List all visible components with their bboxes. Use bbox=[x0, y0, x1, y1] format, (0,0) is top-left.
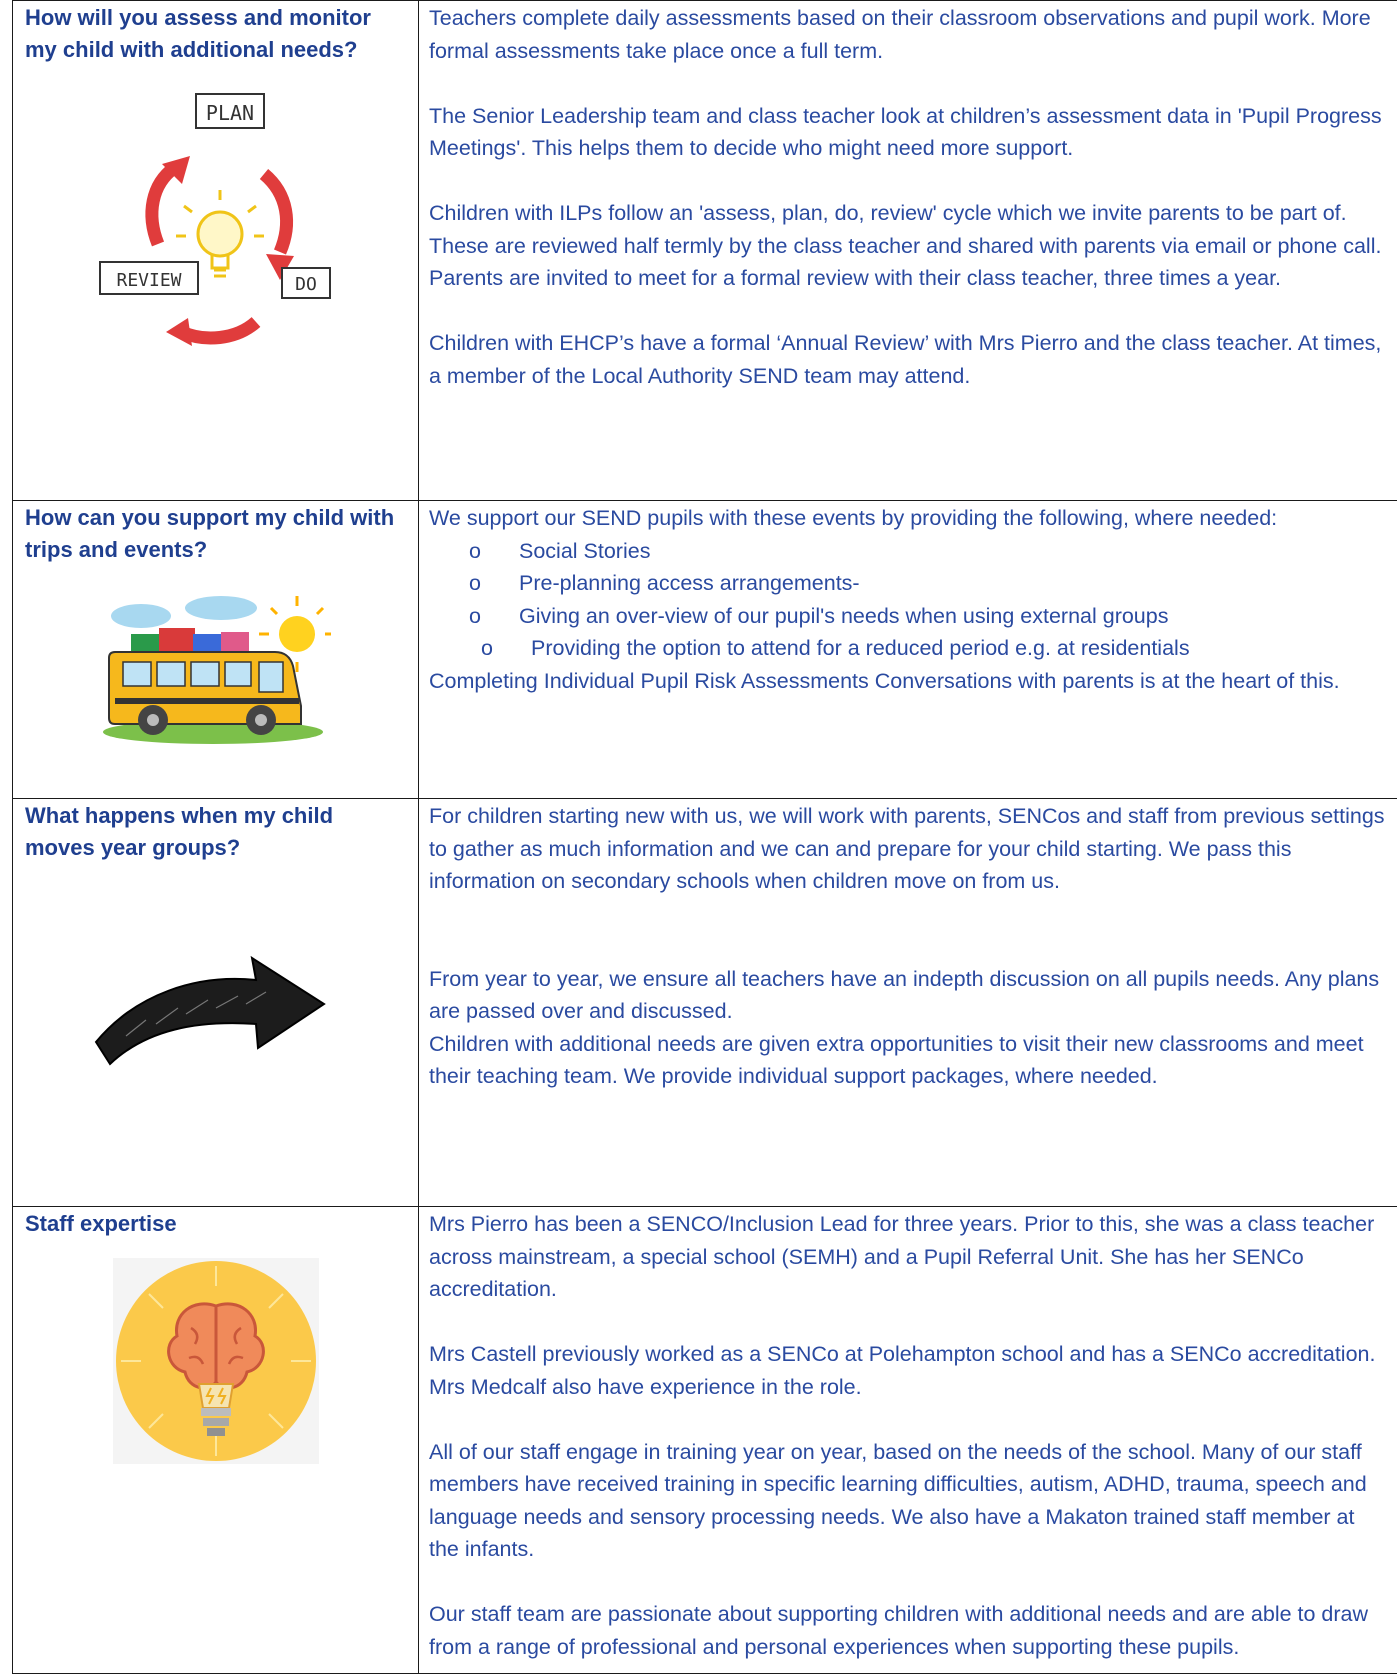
answer-paragraph: Mrs Pierro has been a SENCO/Inclusion Lead for three years. Prior to this, she was a class teacher across mainstream, a special school (SEMH) and a Pupil Referral Unit. She has her SENCo accreditation. bbox=[429, 1208, 1389, 1306]
list-item: o Providing the option to attend for a reduced period e.g. at residentials bbox=[481, 632, 1389, 665]
table-row bbox=[13, 799, 1397, 1207]
curved-arrow-icon bbox=[86, 924, 346, 1074]
answer-outro: Completing Individual Pupil Risk Assessments Conversations with parents is at the heart of this. bbox=[429, 665, 1389, 698]
list-item: o Social Stories bbox=[469, 535, 1389, 568]
answer-paragraph: All of our staff engage in training year on year, based on the needs of the school. Many of our staff members have received training in specific learning difficulties, autism, ADHD, trauma, speech and language needs and sensory processing needs. We also have a Makaton trained staff member at the infants. bbox=[429, 1436, 1389, 1566]
send-info-table bbox=[12, 0, 1397, 1674]
question-cell bbox=[13, 501, 419, 799]
support-list bbox=[429, 535, 1389, 665]
question-cell bbox=[13, 799, 419, 1207]
question-title: Staff expertise bbox=[13, 1207, 418, 1240]
answer-paragraph: Mrs Castell previously worked as a SENCo at Polehampton school and has a SENCo accreditation. Mrs Medcalf also have experience in the role. bbox=[429, 1338, 1389, 1403]
answer-paragraph: Children with EHCP’s have a formal ‘Annual Review’ with Mrs Pierro and the class teacher. At times, a member of the Local Authority SEND team may attend. bbox=[429, 327, 1389, 392]
plan-label: PLAN bbox=[205, 101, 253, 125]
question-title: How will you assess and monitor my child with additional needs? bbox=[13, 1, 418, 66]
answer-paragraph: Teachers complete daily assessments based on their classroom observations and pupil work. More formal assessments take place once a full term. bbox=[429, 2, 1389, 67]
answer-paragraph: Our staff team are passionate about supporting children with additional needs and are able to draw from a range of professional and personal experiences when supporting these pupils. bbox=[429, 1598, 1389, 1663]
plan-do-review-cycle-icon bbox=[96, 84, 336, 354]
answer-paragraph: For children starting new with us, we will work with parents, SENCos and staff from previous settings to gather as much information and we can and prepare for your child starting. We pass this information on secondary schools when children move on from us. bbox=[429, 800, 1389, 898]
do-label: DO bbox=[295, 274, 317, 295]
answer-paragraph: From year to year, we ensure all teachers have an indepth discussion on all pupils needs. Any plans are passed over and discussed. bbox=[429, 963, 1389, 1028]
question-title: How can you support my child with trips and events? bbox=[13, 501, 418, 566]
answer-cell bbox=[419, 1, 1397, 501]
answer-cell bbox=[419, 1207, 1397, 1674]
answer-intro: We support our SEND pupils with these events by providing the following, where needed: bbox=[429, 502, 1389, 535]
list-item: o Pre-planning access arrangements- bbox=[469, 567, 1389, 600]
answer-paragraph: The Senior Leadership team and class teacher look at children’s assessment data in 'Pupil Progress Meetings'. This helps them to decide who might need more support. bbox=[429, 100, 1389, 165]
question-title: What happens when my child moves year groups? bbox=[13, 799, 418, 864]
brain-lightbulb-icon bbox=[113, 1258, 319, 1464]
answer-paragraph: Children with additional needs are given extra opportunities to visit their new classrooms and meet their teaching team. We provide individual support packages, where needed. bbox=[429, 1028, 1389, 1093]
answer-paragraph: Children with ILPs follow an 'assess, plan, do, review' cycle which we invite parents to be part of. These are reviewed half termly by the class teacher and shared with parents via email or phone call. Parents are invited to meet for a formal review with their class teacher, three times a year. bbox=[429, 197, 1389, 295]
school-bus-icon bbox=[101, 594, 331, 744]
table-row bbox=[13, 1207, 1397, 1674]
question-cell bbox=[13, 1, 419, 501]
table-row bbox=[13, 1, 1397, 501]
list-item: o Giving an over-view of our pupil's needs when using external groups bbox=[469, 600, 1389, 633]
answer-cell bbox=[419, 501, 1397, 799]
question-cell bbox=[13, 1207, 419, 1674]
table-row bbox=[13, 501, 1397, 799]
review-label: REVIEW bbox=[116, 270, 181, 291]
answer-cell bbox=[419, 799, 1397, 1207]
